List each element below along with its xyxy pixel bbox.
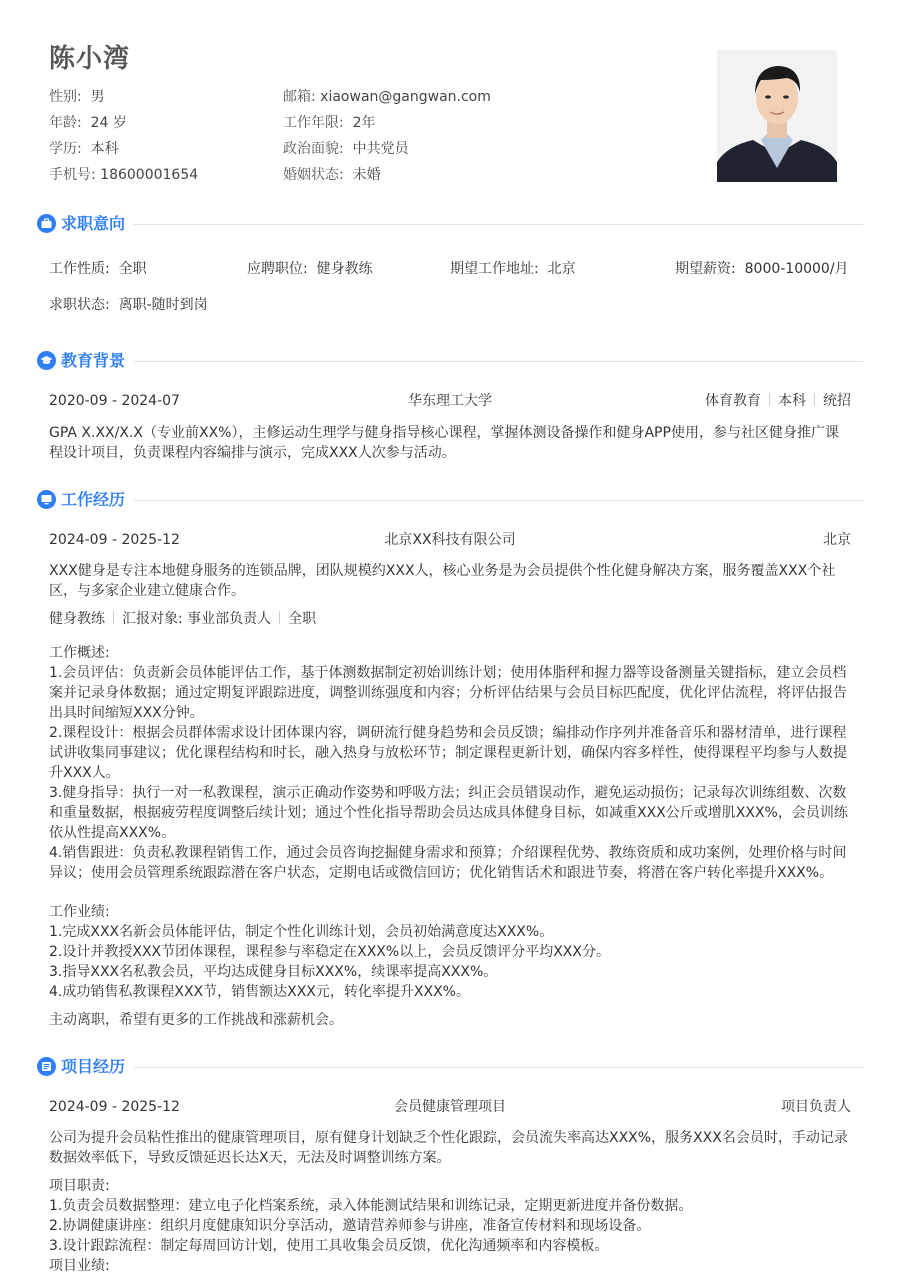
divider — [113, 611, 114, 624]
age-value: 24 岁 — [90, 115, 127, 131]
job-location-value: 北京 — [547, 261, 576, 277]
section-job-intent — [37, 212, 863, 236]
job-position-value: 健身教练 — [316, 261, 373, 277]
section-divider — [134, 224, 863, 225]
text-line: 4.成功销售私教课程XXX节，销售额达XXX元，转化率提升XXX%。 — [49, 984, 470, 1000]
project-duties — [49, 1176, 851, 1276]
section-divider — [134, 500, 863, 501]
email-label: 邮箱: — [283, 89, 316, 105]
company-city: 北京 — [823, 532, 851, 548]
profile-photo — [717, 50, 837, 182]
project-name: 会员健康管理项目 — [394, 1099, 506, 1115]
education-row — [49, 138, 119, 158]
text-line: 3.指导XXX名私教会员，平均达成健身目标XXX%，续课率提高XXX%。 — [49, 964, 498, 980]
section-divider — [134, 1067, 863, 1068]
text-line: 2.设计并教授XXX节团体课程，课程参与率稳定在XXX%以上，会员反馈评分平均XXX分。 — [49, 944, 610, 960]
job-position — [247, 259, 373, 279]
overview-title: 工作概述: — [49, 645, 110, 661]
text-line: 数据效率低下，导致反馈延迟长达X天，无法及时调整训练方案。 — [49, 1150, 451, 1166]
project-role: 项目负责人 — [781, 1099, 851, 1115]
text-line: 1.完成XXX名新会员体能评估，制定个性化训练计划，会员初始满意度达XXX%。 — [49, 924, 554, 940]
education-tags — [600, 391, 851, 411]
years-value: 2年 — [352, 115, 376, 131]
monitor-icon — [37, 490, 56, 509]
project-results-title: 项目业绩: — [49, 1258, 110, 1274]
job-location — [450, 259, 576, 279]
text-line: 异议；使用会员管理系统跟踪潜在客户状态，定期电话或微信回访；优化销售话术和跟进节奏，将潜在客户转化率提升XXX%。 — [49, 865, 834, 881]
phone-row — [49, 164, 198, 184]
text-line: 1.会员评估：负责新会员体能评估工作，基于体测数据制定初始训练计划；使用体脂秤和握力器等设备测量关键指标，建立会员档 — [49, 665, 847, 681]
text-line: 出具时间缩短XXX分钟。 — [49, 705, 204, 721]
phone-label: 手机号: — [49, 167, 96, 183]
employment-type: 全职 — [288, 611, 317, 627]
age-row — [49, 112, 127, 132]
section-project — [37, 1055, 863, 1079]
job-type — [49, 259, 147, 279]
education-label: 学历: — [49, 141, 82, 157]
age-label: 年龄: — [49, 115, 82, 131]
education-description — [49, 423, 851, 463]
text-line: 和重量数据，根据疲劳程度调整后续计划；通过个性化指导帮助会员达成具体健身目标，如减重XXX公斤或增肌XXX%，会员训练 — [49, 805, 848, 821]
text-line: 3.设计跟踪流程：制定每周回访计划，使用工具收集会员反馈，优化沟通频率和内容模板。 — [49, 1238, 609, 1254]
marital-value: 未婚 — [352, 167, 381, 183]
text-line: 公司为提升会员粘性推出的健康管理项目，原有健身计划缺乏个性化跟踪，会员流失率高达XXX%，服务XXX名会员时，手动记录 — [49, 1130, 848, 1146]
education-period: 2020-09 - 2024-07 — [49, 393, 180, 409]
graduation-cap-icon — [37, 351, 56, 370]
section-title: 工作经历 — [61, 490, 126, 509]
candidate-name: 陈小湾 — [49, 44, 131, 74]
company-name: 北京XX科技有限公司 — [384, 532, 516, 548]
years-row — [283, 112, 376, 132]
work-results — [49, 902, 851, 1002]
phone-value: 18600001654 — [100, 167, 199, 183]
years-label: 工作年限: — [283, 115, 344, 131]
text-line: 4.销售跟进：负责私教课程销售工作，通过会员咨询挖掘健身需求和预算；介绍课程优势、教练资质和成功案例，处理价格与时间 — [49, 845, 847, 861]
marital-label: 婚姻状态: — [283, 167, 344, 183]
text-line: 2.协调健康讲座：组织月度健康知识分享活动，邀请营养师参与讲座，准备宣传材料和现场设备。 — [49, 1218, 651, 1234]
section-work — [37, 488, 863, 512]
email-row — [283, 86, 491, 106]
list-icon — [37, 1057, 56, 1076]
work-period: 2024-09 - 2025-12 — [49, 532, 180, 548]
education-value: 本科 — [90, 141, 119, 157]
text-line: 1.负责会员数据整理：建立电子化档案系统，录入体能测试结果和训练记录，定期更新进度并备份数据。 — [49, 1198, 693, 1214]
job-salary-label: 期望薪资: — [675, 261, 736, 277]
job-role: 健身教练 — [49, 611, 105, 627]
section-divider — [134, 361, 863, 362]
report-to: 汇报对象: 事业部负责人 — [122, 611, 272, 627]
marital-row — [283, 164, 381, 184]
company-description — [49, 561, 851, 601]
text-line: 程设计项目，负责课程内容编排与演示，完成XXX人次参与活动。 — [49, 445, 456, 461]
work-tags — [49, 609, 316, 629]
job-salary — [675, 259, 849, 279]
project-description — [49, 1128, 851, 1168]
text-line: GPA X.XX/X.X（专业前XX%），主修运动生理学与健身指导核心课程，掌握体测设备操作和健身APP使用，参与社区健身推广课 — [49, 425, 839, 441]
leave-reason: 主动离职，希望有更多的工作挑战和涨薪机会。 — [49, 1012, 343, 1028]
job-type-value: 全职 — [118, 261, 147, 277]
school-name: 华东理工大学 — [408, 393, 492, 409]
divider — [814, 393, 815, 406]
section-education — [37, 349, 863, 373]
job-status-value: 离职-随时到岗 — [118, 297, 208, 313]
section-title: 求职意向 — [61, 214, 126, 233]
job-position-label: 应聘职位: — [247, 261, 308, 277]
text-line: 试讲收集同事建议；优化课程结构和时长，融入热身与放松环节；制定课程更新计划，确保内容多样性，使得课程平均参与人数提 — [49, 745, 847, 761]
text-line: 升XXX人。 — [49, 765, 120, 781]
political-row — [283, 138, 409, 158]
job-status — [49, 295, 208, 315]
gender-value: 男 — [90, 89, 105, 105]
divider — [769, 393, 770, 406]
admission-type: 统招 — [823, 393, 851, 409]
text-line: 区，与多家企业建立健康合作。 — [49, 583, 245, 599]
section-title: 教育背景 — [61, 351, 126, 370]
degree: 本科 — [778, 393, 806, 409]
briefcase-icon — [37, 214, 56, 233]
email-value: xiaowan@gangwan.com — [320, 89, 491, 105]
political-label: 政治面貌: — [283, 141, 344, 157]
text-line: 3.健身指导：执行一对一私教课程，演示正确动作姿势和呼吸方法；纠正会员错误动作，避免运动损伤；记录每次训练组数、次数 — [49, 785, 847, 801]
political-value: 中共党员 — [352, 141, 409, 157]
divider — [279, 611, 280, 624]
job-location-label: 期望工作地址: — [450, 261, 539, 277]
text-line: 依从性提高XXX%。 — [49, 825, 176, 841]
job-salary-value: 8000-10000/月 — [744, 261, 849, 277]
gender-label: 性别: — [49, 89, 82, 105]
duties-title: 项目职责: — [49, 1178, 110, 1194]
major: 体育教育 — [705, 393, 761, 409]
work-overview — [49, 643, 851, 883]
section-title: 项目经历 — [61, 1057, 126, 1076]
results-title: 工作业绩: — [49, 904, 110, 920]
text-line: XXX健身是专注本地健身服务的连锁品牌，团队规模约XXX人，核心业务是为会员提供个性化健身解决方案，服务覆盖XXX个社 — [49, 563, 836, 579]
job-type-label: 工作性质: — [49, 261, 110, 277]
project-period: 2024-09 - 2025-12 — [49, 1099, 180, 1115]
basic-info — [0, 0, 640, 200]
text-line: 2.课程设计：根据会员群体需求设计团体课内容，调研流行健身趋势和会员反馈；编排动作序列并准备音乐和器材清单，进行课程 — [49, 725, 847, 741]
gender-row — [49, 86, 105, 106]
text-line: 案并记录身体数据；通过定期复评跟踪进度，调整训练强度和内容；分析评估结果与会员目标匹配度，优化评估流程，将评估报告 — [49, 685, 847, 701]
job-status-label: 求职状态: — [49, 297, 110, 313]
